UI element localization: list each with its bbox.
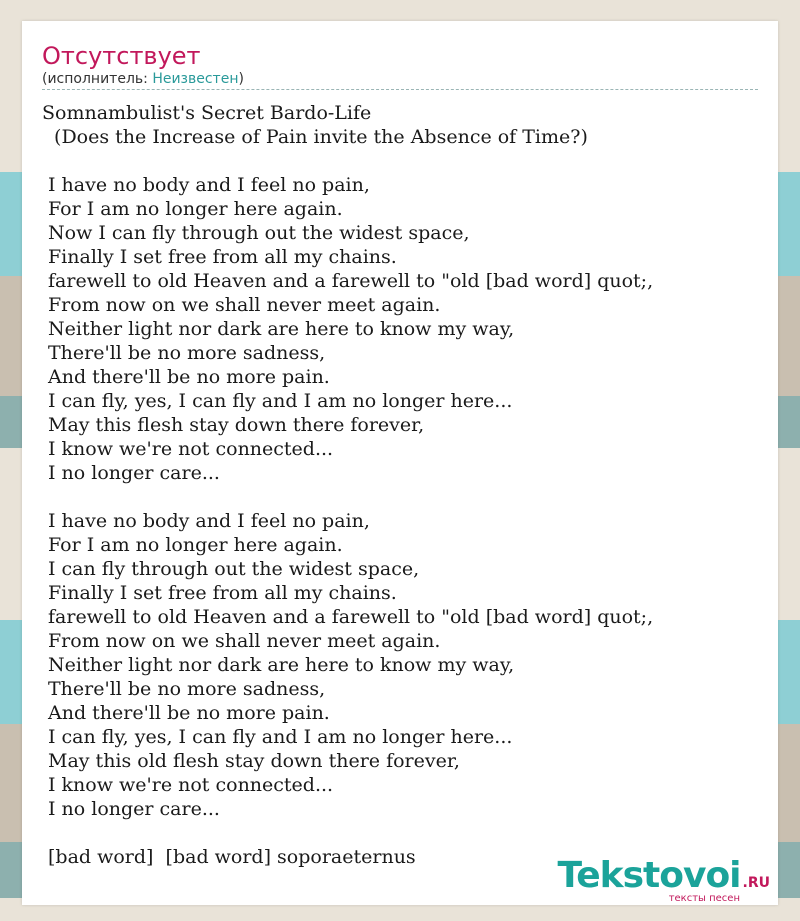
logo-name: Tekstovoi [557,855,741,896]
artist-prefix: (исполнитель: [42,71,153,87]
lyrics-line: For I am no longer here again. [48,198,343,220]
lyrics-line: There'll be no more sadness, [48,342,326,364]
lyrics-line: farewell to old Heaven and a farewell to "old [bad word] quot;, [48,270,654,292]
lyrics-body [48,125,653,869]
lyrics-line: From now on we shall never meet again. [48,630,441,652]
lyrics-line [48,821,653,845]
lyrics-line: I can fly through out the widest space, [48,558,420,580]
site-logo[interactable] [557,855,770,904]
lyrics-line: May this old flesh stay down there forever, [48,750,460,772]
lyrics-line: And there'll be no more pain. [48,366,330,388]
lyrics-line: From now on we shall never meet again. [48,294,441,316]
logo-tagline: тексты песен [668,893,740,904]
lyrics-line [48,485,653,509]
lyrics-line: For I am no longer here again. [48,534,343,556]
lyrics-line [48,149,653,173]
lyrics-line: Finally I set free from all my chains. [48,246,397,268]
lyrics-line: Neither light nor dark are here to know my way, [48,654,515,676]
lyrics-card [22,21,778,905]
lyrics-line: I no longer care... [48,798,220,820]
artist-suffix: ) [238,71,244,87]
lyrics-line: [bad word] [bad word] soporaeternus [48,846,416,868]
artist-line [42,71,244,87]
title-divider [42,89,758,90]
lyrics-line: I can fly, yes, I can fly and I am no longer here... [48,726,513,748]
lyrics-line: farewell to old Heaven and a farewell to "old [bad word] quot;, [48,606,654,628]
lyrics-line: I can fly, yes, I can fly and I am no longer here... [48,390,513,412]
artist-link[interactable]: Неизвестен [152,71,239,87]
lyrics-line: Now I can fly through out the widest space, [48,222,470,244]
song-title: Отсутствует [42,42,201,70]
lyrics-line: I no longer care... [48,462,220,484]
lyrics-line: Finally I set free from all my chains. [48,582,397,604]
lyrics-line: And there'll be no more pain. [48,702,330,724]
lyrics-line: May this flesh stay down there forever, [48,414,425,436]
lyrics-line: I have no body and I feel no pain, [48,510,370,532]
lyrics-line: (Does the Increase of Pain invite the Absence of Time?) [48,126,588,148]
lyrics-line: I know we're not connected... [48,438,334,460]
lyrics-line: There'll be no more sadness, [48,678,326,700]
lyrics-line: I have no body and I feel no pain, [48,174,370,196]
lyrics-heading: Somnambulist's Secret Bardo-Life [42,102,372,124]
logo-tld: .RU [742,875,770,891]
lyrics-line: I know we're not connected... [48,774,334,796]
lyrics-line: Neither light nor dark are here to know my way, [48,318,515,340]
